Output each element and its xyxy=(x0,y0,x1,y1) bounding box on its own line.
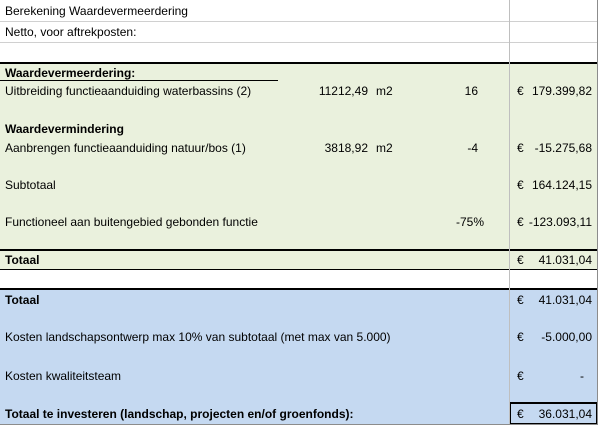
landscape-cost-currency[interactable]: € xyxy=(517,330,524,344)
landscape-cost-amount[interactable]: -5.000,00 xyxy=(541,330,592,344)
total-currency[interactable]: € xyxy=(517,253,524,267)
decrease-item-unit[interactable]: m2 xyxy=(376,141,393,155)
functional-currency[interactable]: € xyxy=(517,215,524,229)
invest-total-currency[interactable]: € xyxy=(517,407,524,421)
increase-item-currency[interactable]: € xyxy=(517,84,524,98)
increase-heading[interactable]: Waardevermeerdering: xyxy=(5,65,136,80)
column-divider xyxy=(509,0,510,425)
quality-team-label[interactable]: Kosten kwaliteitsteam xyxy=(5,369,122,383)
invest-total-label[interactable]: Totaal te investeren (landschap, projecten en/of groenfonds): xyxy=(5,406,354,421)
subtotal-label[interactable]: Subtotaal xyxy=(5,178,56,192)
functional-percent[interactable]: -75% xyxy=(455,215,484,229)
increase-item-label[interactable]: Uitbreiding functieaanduiding waterbassins (2) xyxy=(5,84,252,98)
increase-item-amount[interactable]: 179.399,82 xyxy=(531,84,592,98)
decrease-item-amount[interactable]: -15.275,68 xyxy=(534,141,592,155)
increase-item-factor[interactable]: 16 xyxy=(464,84,478,98)
landscape-cost-label[interactable]: Kosten landschapsontwerp max 10% van subtotaal (met max van 5.000) xyxy=(5,330,391,344)
decrease-item-factor[interactable]: -4 xyxy=(467,141,478,155)
decrease-item-label[interactable]: Aanbrengen functieaanduiding natuur/bos (1) xyxy=(5,141,246,155)
total-amount[interactable]: 41.031,04 xyxy=(538,253,592,267)
invest-total-box[interactable] xyxy=(509,402,598,425)
decrease-heading[interactable]: Waardevermindering xyxy=(5,122,124,136)
blue-total-label[interactable]: Totaal xyxy=(5,293,40,307)
invest-total-amount[interactable]: 36.031,04 xyxy=(538,407,592,421)
decrease-item-currency[interactable]: € xyxy=(517,141,524,155)
functional-amount[interactable]: -123.093,11 xyxy=(528,215,592,229)
blue-total-currency[interactable]: € xyxy=(517,293,524,307)
quality-team-currency[interactable]: € xyxy=(517,369,524,383)
subtotal-amount[interactable]: 164.124,15 xyxy=(531,178,592,192)
subtitle-cell[interactable]: Netto, voor aftrekposten: xyxy=(5,25,137,39)
column-divider xyxy=(597,0,598,425)
functional-label[interactable]: Functioneel aan buitengebied gebonden functie xyxy=(5,215,258,229)
quality-team-amount[interactable]: - xyxy=(580,369,584,383)
subtotal-currency[interactable]: € xyxy=(517,178,524,192)
title-cell[interactable]: Berekening Waardevermeerdering xyxy=(5,3,188,18)
grid-line xyxy=(0,424,598,425)
decrease-item-quantity[interactable]: 3818,92 xyxy=(324,141,368,155)
increase-item-quantity[interactable]: 11212,49 xyxy=(318,84,368,98)
total-label[interactable]: Totaal xyxy=(5,253,40,267)
increase-item-unit[interactable]: m2 xyxy=(376,84,393,98)
blue-total-amount[interactable]: 41.031,04 xyxy=(538,293,592,307)
